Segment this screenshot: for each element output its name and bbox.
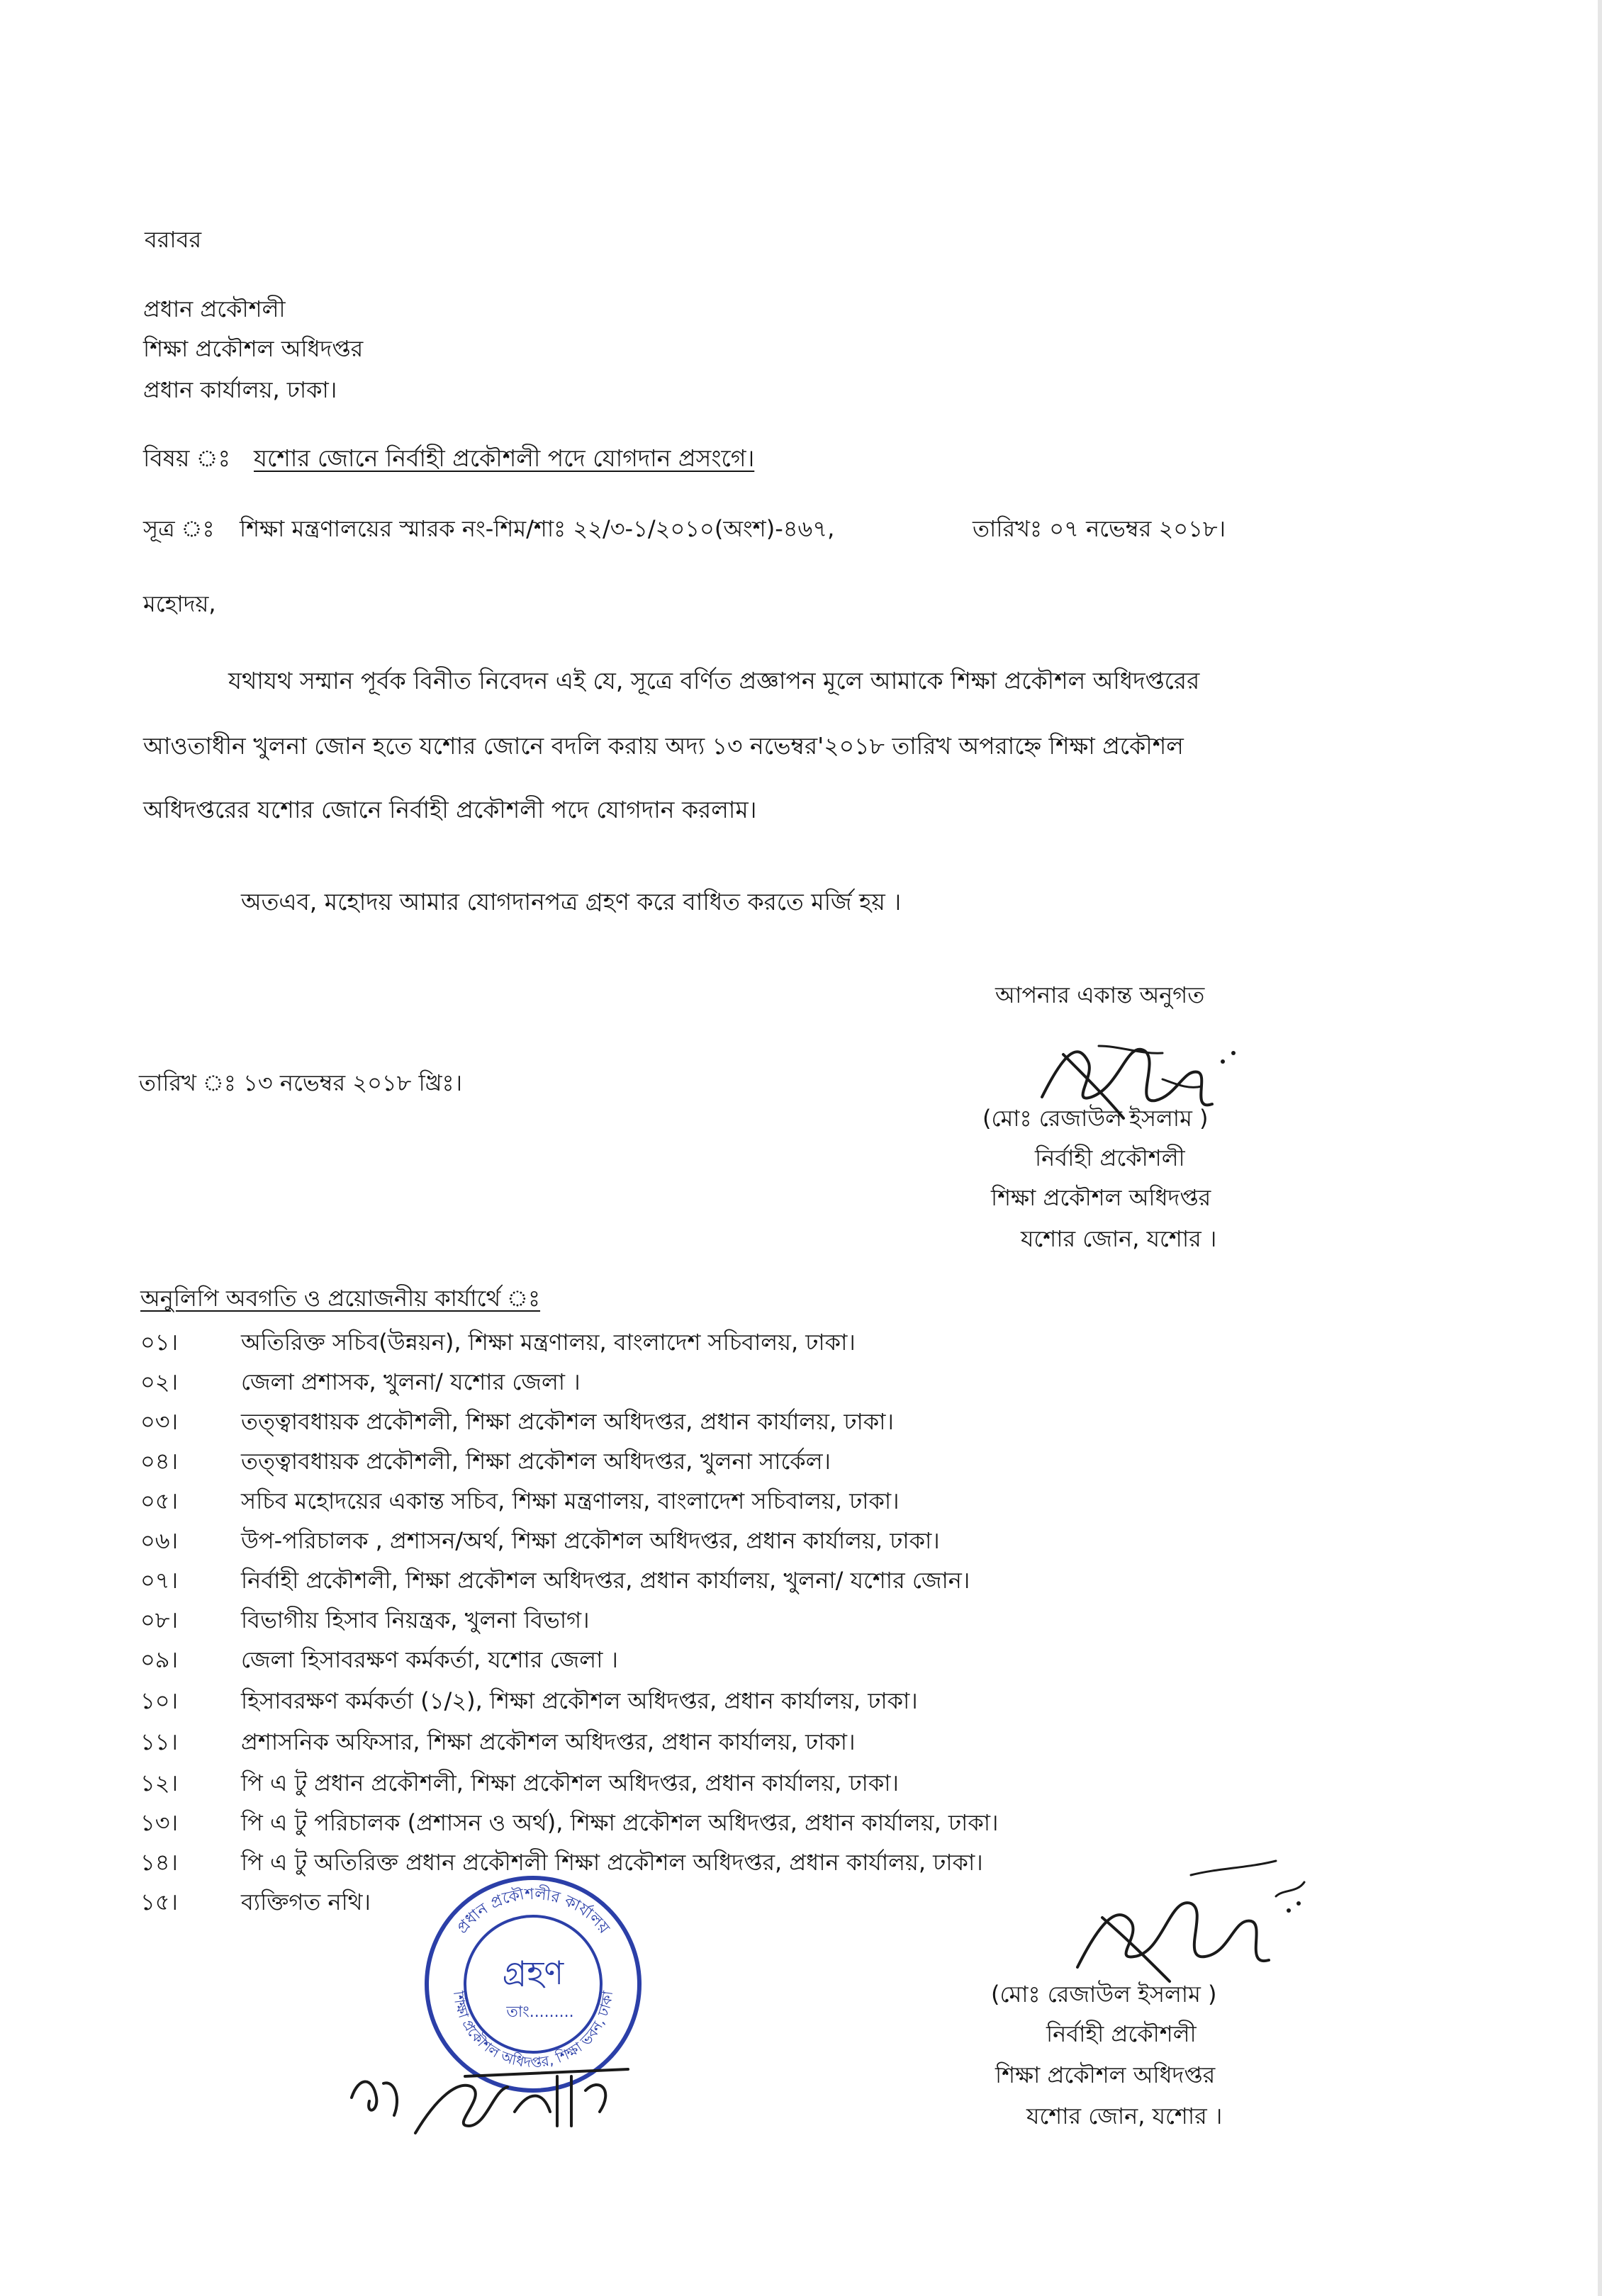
copy-num: ১৩। bbox=[140, 1809, 179, 1836]
stamp-date-label: তাং......... bbox=[506, 2003, 574, 2021]
closing-text: আপনার একান্ত অনুগত bbox=[995, 981, 1205, 1008]
copy-text: বিভাগীয় হিসাব নিয়ন্ত্রক, খুলনা বিভাগ। bbox=[241, 1606, 590, 1633]
copy-num: ০৪। bbox=[140, 1448, 179, 1475]
subject-text: যশোর জোনে নির্বাহী প্রকৌশলী পদে যোগদান প্রসংগে। bbox=[254, 444, 755, 472]
copy-num: ১১। bbox=[140, 1728, 178, 1755]
reference-label: সূত্র ঃ bbox=[143, 515, 215, 542]
copy-text: পি এ টু পরিচালক (প্রশাসন ও অর্থ), শিক্ষা প্রকৌশল অধিদপ্তর, প্রধান কার্যালয়, ঢাকা। bbox=[241, 1809, 999, 1836]
copy-text: তত্ত্বাবধায়ক প্রকৌশলী, শিক্ষা প্রকৌশল অধিদপ্তর, প্রধান কার্যালয়, ঢাকা। bbox=[241, 1408, 894, 1435]
body-line-2: আওতাধীন খুলনা জোন হতে যশোর জোনে বদলি করায় অদ্য ১৩ নভেম্বর'২০১৮ তারিখ অপরাহ্নে শিক্ষা প্রকৌশল bbox=[143, 732, 1184, 760]
copy-num: ০১। bbox=[140, 1329, 179, 1356]
copy-num: ১৪। bbox=[140, 1849, 178, 1876]
copy-num: ০৯। bbox=[140, 1646, 179, 1673]
copy-num: ০৩। bbox=[140, 1408, 179, 1435]
signatory-name-2: (মোঃ রেজাউল ইসলাম ) bbox=[991, 1981, 1217, 2008]
copy-text: হিসাবরক্ষণ কর্মকর্তা (১/২), শিক্ষা প্রকৌশল অধিদপ্তর, প্রধান কার্যালয়, ঢাকা। bbox=[241, 1687, 918, 1714]
copy-heading: অনুলিপি অবগতি ও প্রয়োজনীয় কার্যার্থে ঃ bbox=[140, 1285, 541, 1312]
copy-num: ১৫। bbox=[140, 1889, 178, 1915]
copy-num: ০৮। bbox=[140, 1606, 179, 1633]
copy-text: তত্ত্বাবধায়ক প্রকৌশলী, শিক্ষা প্রকৌশল অধিদপ্তর, খুলনা সার্কেল। bbox=[241, 1448, 831, 1475]
copy-num: ০৫। bbox=[140, 1487, 179, 1514]
signatory-name: (মোঃ রেজাউল ইসলাম ) bbox=[982, 1105, 1209, 1132]
subject-label: বিষয় ঃ bbox=[143, 444, 231, 472]
copy-text: নির্বাহী প্রকৌশলী, শিক্ষা প্রকৌশল অধিদপ্তর, প্রধান কার্যালয়, খুলনা/ যশোর জোন। bbox=[241, 1567, 970, 1594]
copy-text: প্রশাসনিক অফিসার, শিক্ষা প্রকৌশল অধিদপ্তর, প্রধান কার্যালয়, ঢাকা। bbox=[241, 1728, 856, 1755]
copy-num: ১০। bbox=[140, 1687, 179, 1714]
body-line-1: যথাযথ সম্মান পূর্বক বিনীত নিবেদন এই যে, সূত্রে বর্ণিত প্রজ্ঞাপন মূলে আমাকে শিক্ষা প্রকৌশল অধিদপ্তরের bbox=[228, 667, 1200, 694]
signatory-office-2: শিক্ষা প্রকৌশল অধিদপ্তর bbox=[995, 2061, 1216, 2088]
copy-num: ০৬। bbox=[140, 1527, 179, 1554]
addressee-line-3: প্রধান কার্যালয়, ঢাকা। bbox=[143, 376, 337, 403]
copy-num: ০২। bbox=[140, 1368, 179, 1395]
page-edge-shadow bbox=[1598, 0, 1602, 2296]
signatory-designation-2: নির্বাহী প্রকৌশলী bbox=[1046, 2020, 1197, 2047]
copy-text: জেলা হিসাবরক্ষণ কর্মকর্তা, যশোর জেলা । bbox=[241, 1646, 618, 1673]
reference-date: তারিখঃ ০৭ নভেম্বর ২০১৮। bbox=[973, 515, 1226, 542]
signature-2 bbox=[1063, 1854, 1318, 1996]
stamp-ring-top: প্রধান প্রকৌশলীর কার্যালয় bbox=[453, 1885, 613, 1937]
signatory-location-2: যশোর জোন, যশোর । bbox=[1026, 2103, 1223, 2129]
body-request: অতএব, মহোদয় আমার যোগদানপত্র গ্রহণ করে বাধিত করতে মর্জি হয় । bbox=[241, 888, 902, 916]
signatory-designation: নির্বাহী প্রকৌশলী bbox=[1035, 1144, 1185, 1171]
body-line-3: অধিদপ্তরের যশোর জোনে নির্বাহী প্রকৌশলী পদে যোগদান করলাম। bbox=[143, 796, 757, 823]
signatory-location: যশোর জোন, যশোর । bbox=[1021, 1225, 1217, 1252]
receiver-signature bbox=[345, 2048, 656, 2147]
addressee-line-2: শিক্ষা প্রকৌশল অধিদপ্তর bbox=[143, 335, 364, 362]
copy-text: জেলা প্রশাসক, খুলনা/ যশোর জেলা । bbox=[241, 1368, 581, 1395]
stamp-ring-bottom: শিক্ষা প্রকৌশল অধিদপ্তর, শিক্ষা ভবন, ঢাকা bbox=[449, 1989, 617, 2071]
copy-text: পি এ টু প্রধান প্রকৌশলী, শিক্ষা প্রকৌশল অধিদপ্তর, প্রধান কার্যালয়, ঢাকা। bbox=[241, 1769, 899, 1796]
copy-text: উপ-পরিচালক , প্রশাসন/অর্থ, শিক্ষা প্রকৌশল অধিদপ্তর, প্রধান কার্যালয়, ঢাকা। bbox=[241, 1527, 940, 1554]
greeting: মহোদয়, bbox=[143, 590, 216, 617]
stamp-center-text: গ্রহণ bbox=[502, 1954, 564, 1992]
reference-text: শিক্ষা মন্ত্রণালয়ের স্মারক নং-শিম/শাঃ ২২/৩-১/২০১০(অংশ)-৪৬৭, bbox=[240, 515, 835, 542]
copy-num: ১২। bbox=[140, 1769, 179, 1796]
signatory-office: শিক্ষা প্রকৌশল অধিদপ্তর bbox=[991, 1184, 1211, 1211]
copy-text: অতিরিক্ত সচিব(উন্নয়ন), শিক্ষা মন্ত্রণালয়, বাংলাদেশ সচিবালয়, ঢাকা। bbox=[241, 1329, 856, 1356]
salutation: বরাবর bbox=[145, 226, 202, 253]
addressee-line-1: প্রধান প্রকৌশলী bbox=[143, 296, 286, 322]
copy-text: সচিব মহোদয়ের একান্ত সচিব, শিক্ষা মন্ত্রণালয়, বাংলাদেশ সচিবালয়, ঢাকা। bbox=[241, 1487, 900, 1514]
copy-num: ০৭। bbox=[140, 1567, 179, 1594]
copy-text: পি এ টু অতিরিক্ত প্রধান প্রকৌশলী শিক্ষা প্রকৌশল অধিদপ্তর, প্রধান কার্যালয়, ঢাকা। bbox=[241, 1849, 983, 1876]
date-line: তারিখ ঃ ১৩ নভেম্বর ২০১৮ খ্রিঃ। bbox=[139, 1069, 463, 1096]
copy-text: ব্যক্তিগত নথি। bbox=[241, 1889, 371, 1915]
